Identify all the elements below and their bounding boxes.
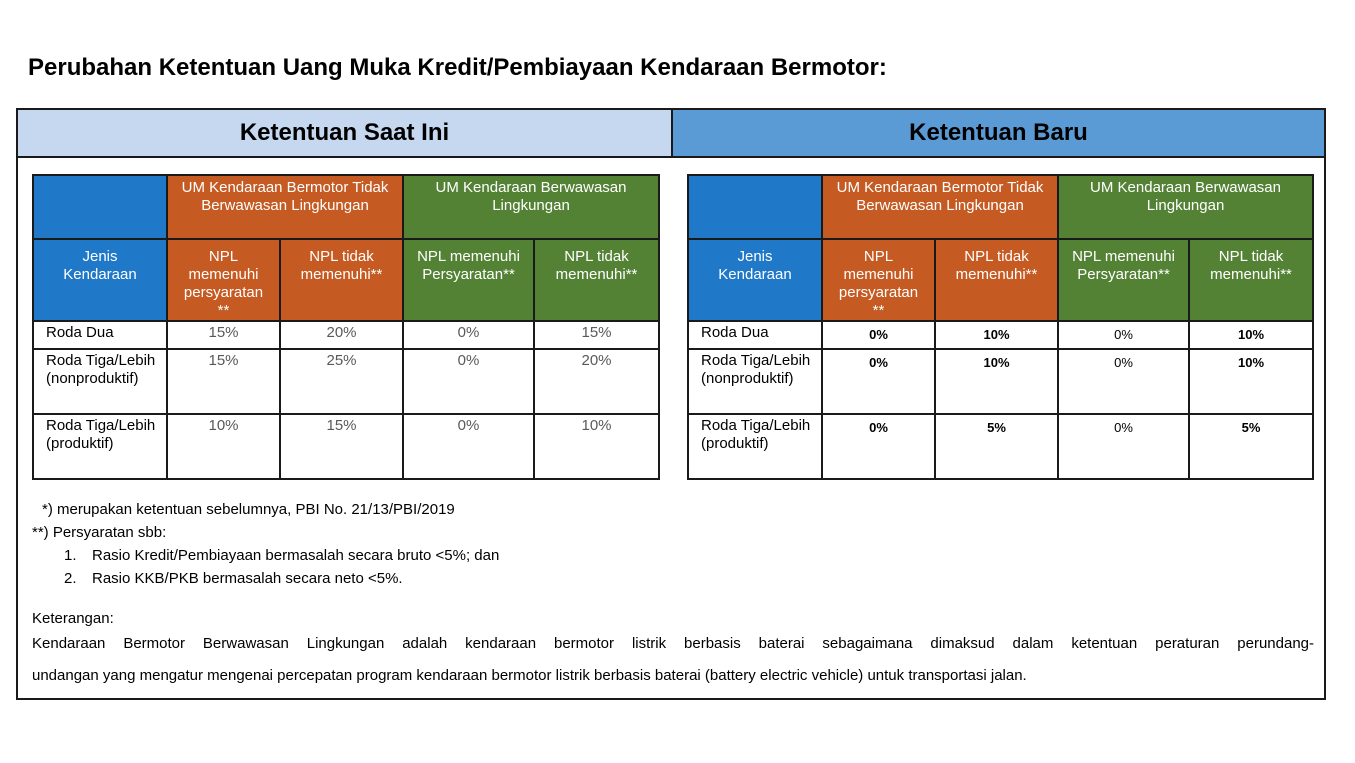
value-cell: 5% bbox=[1189, 414, 1313, 479]
header-blank bbox=[688, 175, 822, 239]
note-previous-rule: *) merupakan ketentuan sebelumnya, PBI No. 21/13/PBI/2019 bbox=[42, 501, 455, 518]
value-cell: 15% bbox=[167, 321, 280, 349]
col-header-npl-not-eco: NPL tidak memenuhi** bbox=[1189, 239, 1313, 321]
row-label: Roda Tiga/Lebih (nonproduktif) bbox=[688, 349, 822, 414]
col-header-jenis: Jenis Kendaraan bbox=[33, 239, 167, 321]
col-header-npl-not-eco: NPL tidak memenuhi** bbox=[534, 239, 659, 321]
col-header-npl-meet-eco: NPL memenuhi Persyaratan** bbox=[1058, 239, 1189, 321]
value-cell: 10% bbox=[1189, 349, 1313, 414]
value-cell: 15% bbox=[534, 321, 659, 349]
value-cell: 0% bbox=[403, 349, 534, 414]
group-header-eco: UM Kendaraan Berwawasan Lingkungan bbox=[403, 175, 659, 239]
col-header-npl-not: NPL tidak memenuhi** bbox=[935, 239, 1058, 321]
row-label: Roda Tiga/Lebih (produktif) bbox=[688, 414, 822, 479]
col-header-jenis: Jenis Kendaraan bbox=[688, 239, 822, 321]
group-header-non-eco: UM Kendaraan Bermotor Tidak Berwawasan Lingkungan bbox=[822, 175, 1058, 239]
value-cell: 15% bbox=[280, 414, 403, 479]
keterangan-text-line1: Kendaraan Bermotor Berwawasan Lingkungan adalah kendaraan bermotor listrik berbasis baterai sebagaimana dimaksud dalam ketentuan peraturan perundang- bbox=[32, 635, 1314, 652]
value-cell: 0% bbox=[822, 349, 935, 414]
keterangan-text-line2: undangan yang mengatur mengenai percepatan program kendaraan bermotor listrik berbasis baterai (battery electric vehicle) untuk transportasi jalan. bbox=[32, 667, 1027, 684]
value-cell: 0% bbox=[822, 321, 935, 349]
value-cell: 10% bbox=[167, 414, 280, 479]
page-title: Perubahan Ketentuan Uang Muka Kredit/Pembiayaan Kendaraan Bermotor: bbox=[28, 54, 887, 81]
header-blank bbox=[33, 175, 167, 239]
value-cell: 0% bbox=[403, 321, 534, 349]
row-label: Roda Tiga/Lebih (produktif) bbox=[33, 414, 167, 479]
new-rules-header: Ketentuan Baru bbox=[673, 110, 1324, 158]
keterangan-label: Keterangan: bbox=[32, 610, 114, 627]
value-cell: 0% bbox=[822, 414, 935, 479]
group-header-non-eco: UM Kendaraan Bermotor Tidak Berwawasan Lingkungan bbox=[167, 175, 403, 239]
current-rules-table bbox=[32, 174, 660, 480]
value-cell: 15% bbox=[167, 349, 280, 414]
col-header-npl-meet: NPL memenuhi persyaratan ** bbox=[822, 239, 935, 321]
row-label: Roda Tiga/Lebih (nonproduktif) bbox=[33, 349, 167, 414]
group-header-eco: UM Kendaraan Berwawasan Lingkungan bbox=[1058, 175, 1313, 239]
col-header-npl-meet-eco: NPL memenuhi Persyaratan** bbox=[403, 239, 534, 321]
requirement-item: 2. Rasio KKB/PKB bermasalah secara neto <5%. bbox=[64, 570, 403, 587]
value-cell: 10% bbox=[534, 414, 659, 479]
row-label: Roda Dua bbox=[33, 321, 167, 349]
value-cell: 10% bbox=[935, 321, 1058, 349]
current-rules-header: Ketentuan Saat Ini bbox=[18, 110, 673, 158]
col-header-npl-not: NPL tidak memenuhi** bbox=[280, 239, 403, 321]
value-cell: 10% bbox=[1189, 321, 1313, 349]
note-requirements: **) Persyaratan sbb: bbox=[32, 524, 167, 541]
row-label: Roda Dua bbox=[688, 321, 822, 349]
value-cell: 0% bbox=[1058, 414, 1189, 479]
comparison-frame bbox=[16, 108, 1326, 700]
value-cell: 10% bbox=[935, 349, 1058, 414]
footnotes bbox=[32, 498, 1314, 687]
new-rules-table bbox=[687, 174, 1314, 480]
col-header-npl-meet: NPL memenuhi persyaratan ** bbox=[167, 239, 280, 321]
value-cell: 20% bbox=[280, 321, 403, 349]
value-cell: 5% bbox=[935, 414, 1058, 479]
value-cell: 0% bbox=[403, 414, 534, 479]
value-cell: 0% bbox=[1058, 349, 1189, 414]
value-cell: 25% bbox=[280, 349, 403, 414]
value-cell: 0% bbox=[1058, 321, 1189, 349]
value-cell: 20% bbox=[534, 349, 659, 414]
requirement-item: 1. Rasio Kredit/Pembiayaan bermasalah secara bruto <5%; dan bbox=[64, 547, 500, 564]
